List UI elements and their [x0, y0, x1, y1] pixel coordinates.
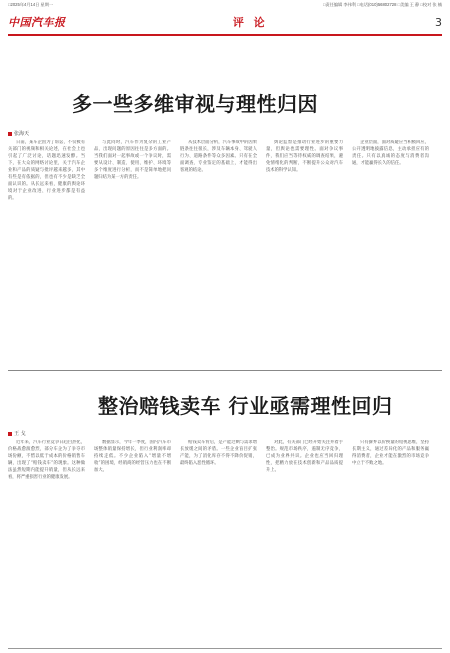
- article2-column-2: 数据显示，今年一季度，国内汽车市场整体销量保持增长，但行业利润率却持续走低。不少企业陷入“增量不增收”的困境，经销商的经营压力也在不断加大。: [94, 440, 171, 473]
- masthead: [8, 12, 442, 32]
- article1-author: 张海天: [14, 131, 30, 137]
- article1-byline: [8, 130, 29, 137]
- article2-column-5: 只有摒弃以价换量的短视思维，坚持长期主义，通过差异化的产品和服务赢得消费者，企业才能在激烈的市场竞争中立于不败之地。: [352, 440, 429, 466]
- article2-body: [8, 440, 429, 644]
- article2-byline: [8, 430, 26, 437]
- editor-credits: □责任编辑 李伟利 □电话(010)56802728 □美编 王 静 □校对 张 楠: [322, 2, 442, 7]
- article2-headline: 整治赔钱卖车 行业亟需理性回归: [98, 394, 393, 418]
- article2-column-4: 对此，有关部门已经开始关注并着手整治。规范市场秩序，遏制无序竞争，已成为业界共识。企业也应当回归理性，把精力放在技术创新和产品品质提升上。: [266, 440, 343, 473]
- article1-headline: 多一些多维审视与理性归因: [72, 92, 318, 116]
- article2-author: 王 戈: [14, 431, 26, 437]
- masthead-rule: [8, 34, 442, 36]
- page-bottom-rule: [8, 648, 442, 649]
- article1-column-4: 舆论监督是推动行业进步的重要力量，但舆论也需要理性。面对争议事件，我们应当等待权威的调查结果，避免情绪化的判断，不断提升公众对汽车技术的科学认知。: [266, 140, 343, 173]
- article1-column-2: 与此同时，汽车作为复杂的工业产品，出现问题的原因往往是多方面的。当我们面对一起事故或一个争议时，需要从设计、制造、使用、维护、环境等多个维度进行分析，而不是简单地把问题归结为某一方的责任。: [94, 140, 171, 180]
- article1-column-1: 日前，某车企因为了诉讼，不仅被有关部门的视频和相关论述，在社会上也引起了广泛讨论，话题迅速发酵。当下，在大众的网络讨论里，关于汽车企业和产品的质疑与批评越来越多，其中有些是有依据的，但也有不少是缺乏全面认识的。从长远来看，健康的舆论环境对于企业改进、行业进步都是有益的。: [8, 140, 85, 201]
- article1-body: [8, 140, 429, 362]
- article1-column-3: 从技术层面分析，汽车事故中的因果链条往往很长，涉及车辆本身、驾驶人行为、道路条件等众多因素。只有在全面调查、专业鉴定的基础上，才能得出客观的结论。: [180, 140, 257, 173]
- page-number: 3: [435, 15, 442, 29]
- article1-column-5: 企业层面，面对质疑应当积极回应，公开透明地披露信息，主动承担应有的责任。只有以真诚的态度与消费者沟通，才能赢得长久的信任。: [352, 140, 429, 166]
- byline-marker-icon: [8, 132, 12, 136]
- newspaper-logo: 中国汽车报: [8, 16, 66, 29]
- article2-column-3: 赔钱卖车背后，是产能过剩与需求增长放缓之间的矛盾。一些企业盲目扩张产能，为了消化库存不得不降价促销，最终陷入恶性循环。: [180, 440, 257, 466]
- article-divider: [8, 370, 442, 371]
- issue-date: □2025年4月14日 星期一: [8, 2, 54, 7]
- section-title: 评 论: [232, 16, 268, 29]
- article2-column-1: 近年来，汽车行业竞争日趋白热化，价格战愈演愈烈，部分车企为了争夺市场份额，不惜以低于成本的价格销售车辆，出现了“赔钱卖车”的现象。这种做法虽然短期内能提升销量，但从长远来看，将严重损害行业的健康发展。: [8, 440, 85, 480]
- page-header-strip: [8, 2, 442, 10]
- byline-marker-icon: [8, 432, 12, 436]
